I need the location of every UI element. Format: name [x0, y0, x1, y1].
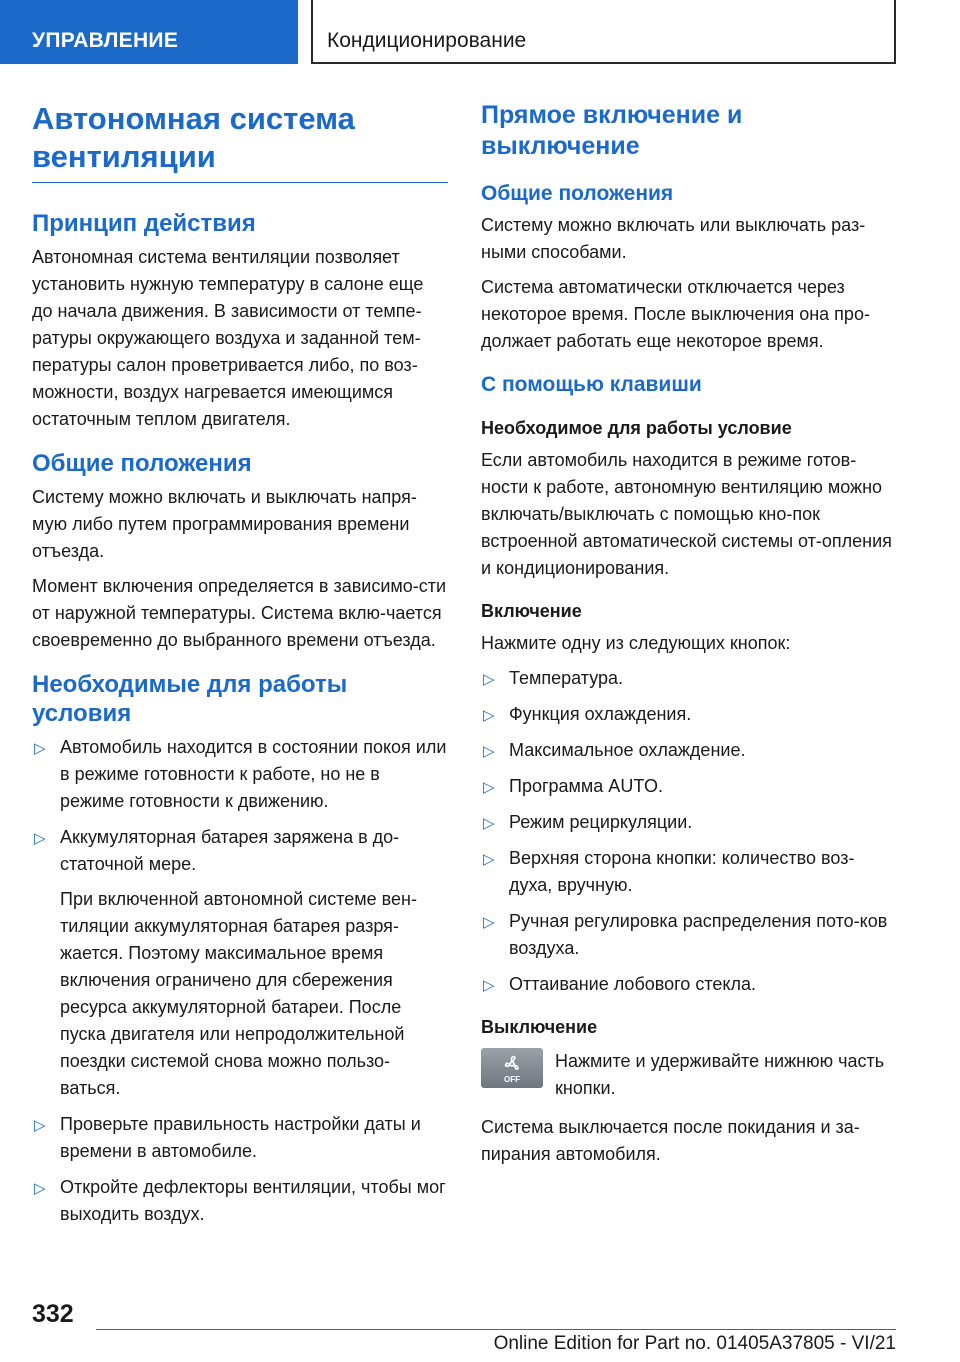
footer-divider [96, 1329, 896, 1330]
on-text: Нажмите одну из следующих кнопок: [481, 633, 791, 653]
requirement-text: Если автомобиль находится в режиме готов-ности к работе, автономную вентиляцию можно включать/выключать с помощью кно-пок встроенной автоматической системы от-опления и кондиционирования. [481, 450, 892, 578]
chapter-title: Кондиционирование [327, 29, 527, 52]
list-item: ▷ Откройте дефлекторы вентиляции, чтобы мог выходить воздух. [34, 1177, 446, 1224]
page-number: 332 [32, 1300, 74, 1328]
list-item: ▷ Температура. [481, 665, 896, 692]
triangle-bullet-icon: ▷ [483, 914, 495, 931]
list-item: ▷ Аккумуляторная батарея заряжена в до-статочной мере. При включенной автономной системе вен-тиляции аккумуляторная батарея разря-жается. Поэтому максимальное время включения ограничено для сбережения ресурса аккумуляторной батареи. После пуска двигателя или непродолжительной поездки системой снова можно пользо-ваться. [32, 824, 448, 1102]
list-item: ▷ Программа AUTO. [481, 773, 896, 800]
section-title-direct: Прямое включение и выключение [481, 101, 743, 160]
list-item: ▷ Функция охлаждения. [481, 701, 896, 728]
conditions-heading: Необходимые для работы условия [32, 671, 348, 727]
list-item: ▷ Ручная регулировка распределения пото-ков воздуха. [483, 911, 888, 958]
key-heading: С помощью клавиши [481, 373, 702, 396]
svg-text:OFF: OFF [504, 1075, 520, 1084]
list-item: ▷ Режим рециркуляции. [481, 809, 896, 836]
general-heading-right: Общие положения [481, 182, 674, 205]
principle-text: Автономная система вентиляции позволяет установить нужную температуру в салоне еще до начала движения. В зависимости от темпе-ратуры окружающего воздуха и заданной тем-пературы салон проветривается либо, по воз-можности, воздух нагревается имеющимся остаточным теплом двигателя. [32, 247, 424, 429]
left-column [32, 100, 448, 1237]
list-item: ▷ Проверьте правильность настройки даты и времени в автомобиле. [34, 1114, 421, 1161]
triangle-bullet-icon: ▷ [34, 830, 46, 847]
on-heading: Включение [481, 601, 582, 621]
battery-note: При включенной автономной системе вен-тиляции аккумуляторная батарея разря-жается. Поэтому максимальное время включения ограничено для сбережения ресурса аккумуляторной батареи. После пуска двигателя или непродолжительной поездки системой снова можно пользо-ваться. [60, 889, 417, 1098]
triangle-bullet-icon: ▷ [483, 743, 495, 760]
principle-heading: Принцип действия [32, 210, 256, 237]
general-heading: Общие положения [32, 450, 252, 477]
list-item: ▷ Верхняя сторона кнопки: количество воз-духа, вручную. [483, 848, 855, 895]
list-item: ▷ Оттаивание лобового стекла. [481, 971, 896, 998]
off-heading: Выключение [481, 1017, 598, 1037]
off-instruction [481, 1048, 896, 1102]
chapter-header [311, 0, 896, 64]
off-text: Нажмите и удерживайте нижнюю часть кнопки. [555, 1051, 885, 1098]
triangle-bullet-icon: ▷ [34, 1117, 46, 1134]
triangle-bullet-icon: ▷ [483, 707, 495, 724]
requirement-heading: Необходимое для работы условие [481, 418, 792, 438]
triangle-bullet-icon: ▷ [483, 779, 495, 796]
triangle-bullet-icon: ▷ [34, 1180, 46, 1197]
triangle-bullet-icon: ▷ [34, 740, 46, 757]
list-item: ▷ Автомобиль находится в состоянии покоя или в режиме готовности к работе, но не в режиме готовности к движению. [34, 737, 447, 811]
buttons-list [481, 665, 896, 998]
triangle-bullet-icon: ▷ [483, 851, 495, 868]
page-title: Автономная система вентиляции [32, 101, 355, 174]
triangle-bullet-icon: ▷ [483, 815, 495, 832]
general-text-right-1: Систему можно включать или выключать раз-ными способами. [481, 215, 866, 262]
general-text-right-2: Система автоматически отключается через некоторое время. После выключения она про-должает работать еще некоторое время. [481, 277, 870, 351]
edition-footer: Online Edition for Part no. 01405A37805 - VI/21 [493, 1333, 896, 1354]
conditions-list [32, 734, 448, 1228]
general-text-1: Систему можно включать и выключать напря-мую либо путем программирования времени отъезда. [32, 487, 417, 561]
triangle-bullet-icon: ▷ [483, 977, 495, 994]
list-item: ▷ Максимальное охлаждение. [481, 737, 896, 764]
title-divider [32, 182, 448, 183]
general-text-2: Момент включения определяется в зависимо-сти от наружной температуры. Система вклю-чается своевременно до выбранного времени отъезда. [32, 576, 447, 650]
fan-off-button-icon [481, 1048, 543, 1088]
triangle-bullet-icon: ▷ [483, 671, 495, 688]
off-final-text: Система выключается после покидания и за-пирания автомобиля. [481, 1117, 860, 1164]
section-tab: УПРАВЛЕНИЕ [0, 0, 298, 64]
right-column [481, 100, 896, 1176]
